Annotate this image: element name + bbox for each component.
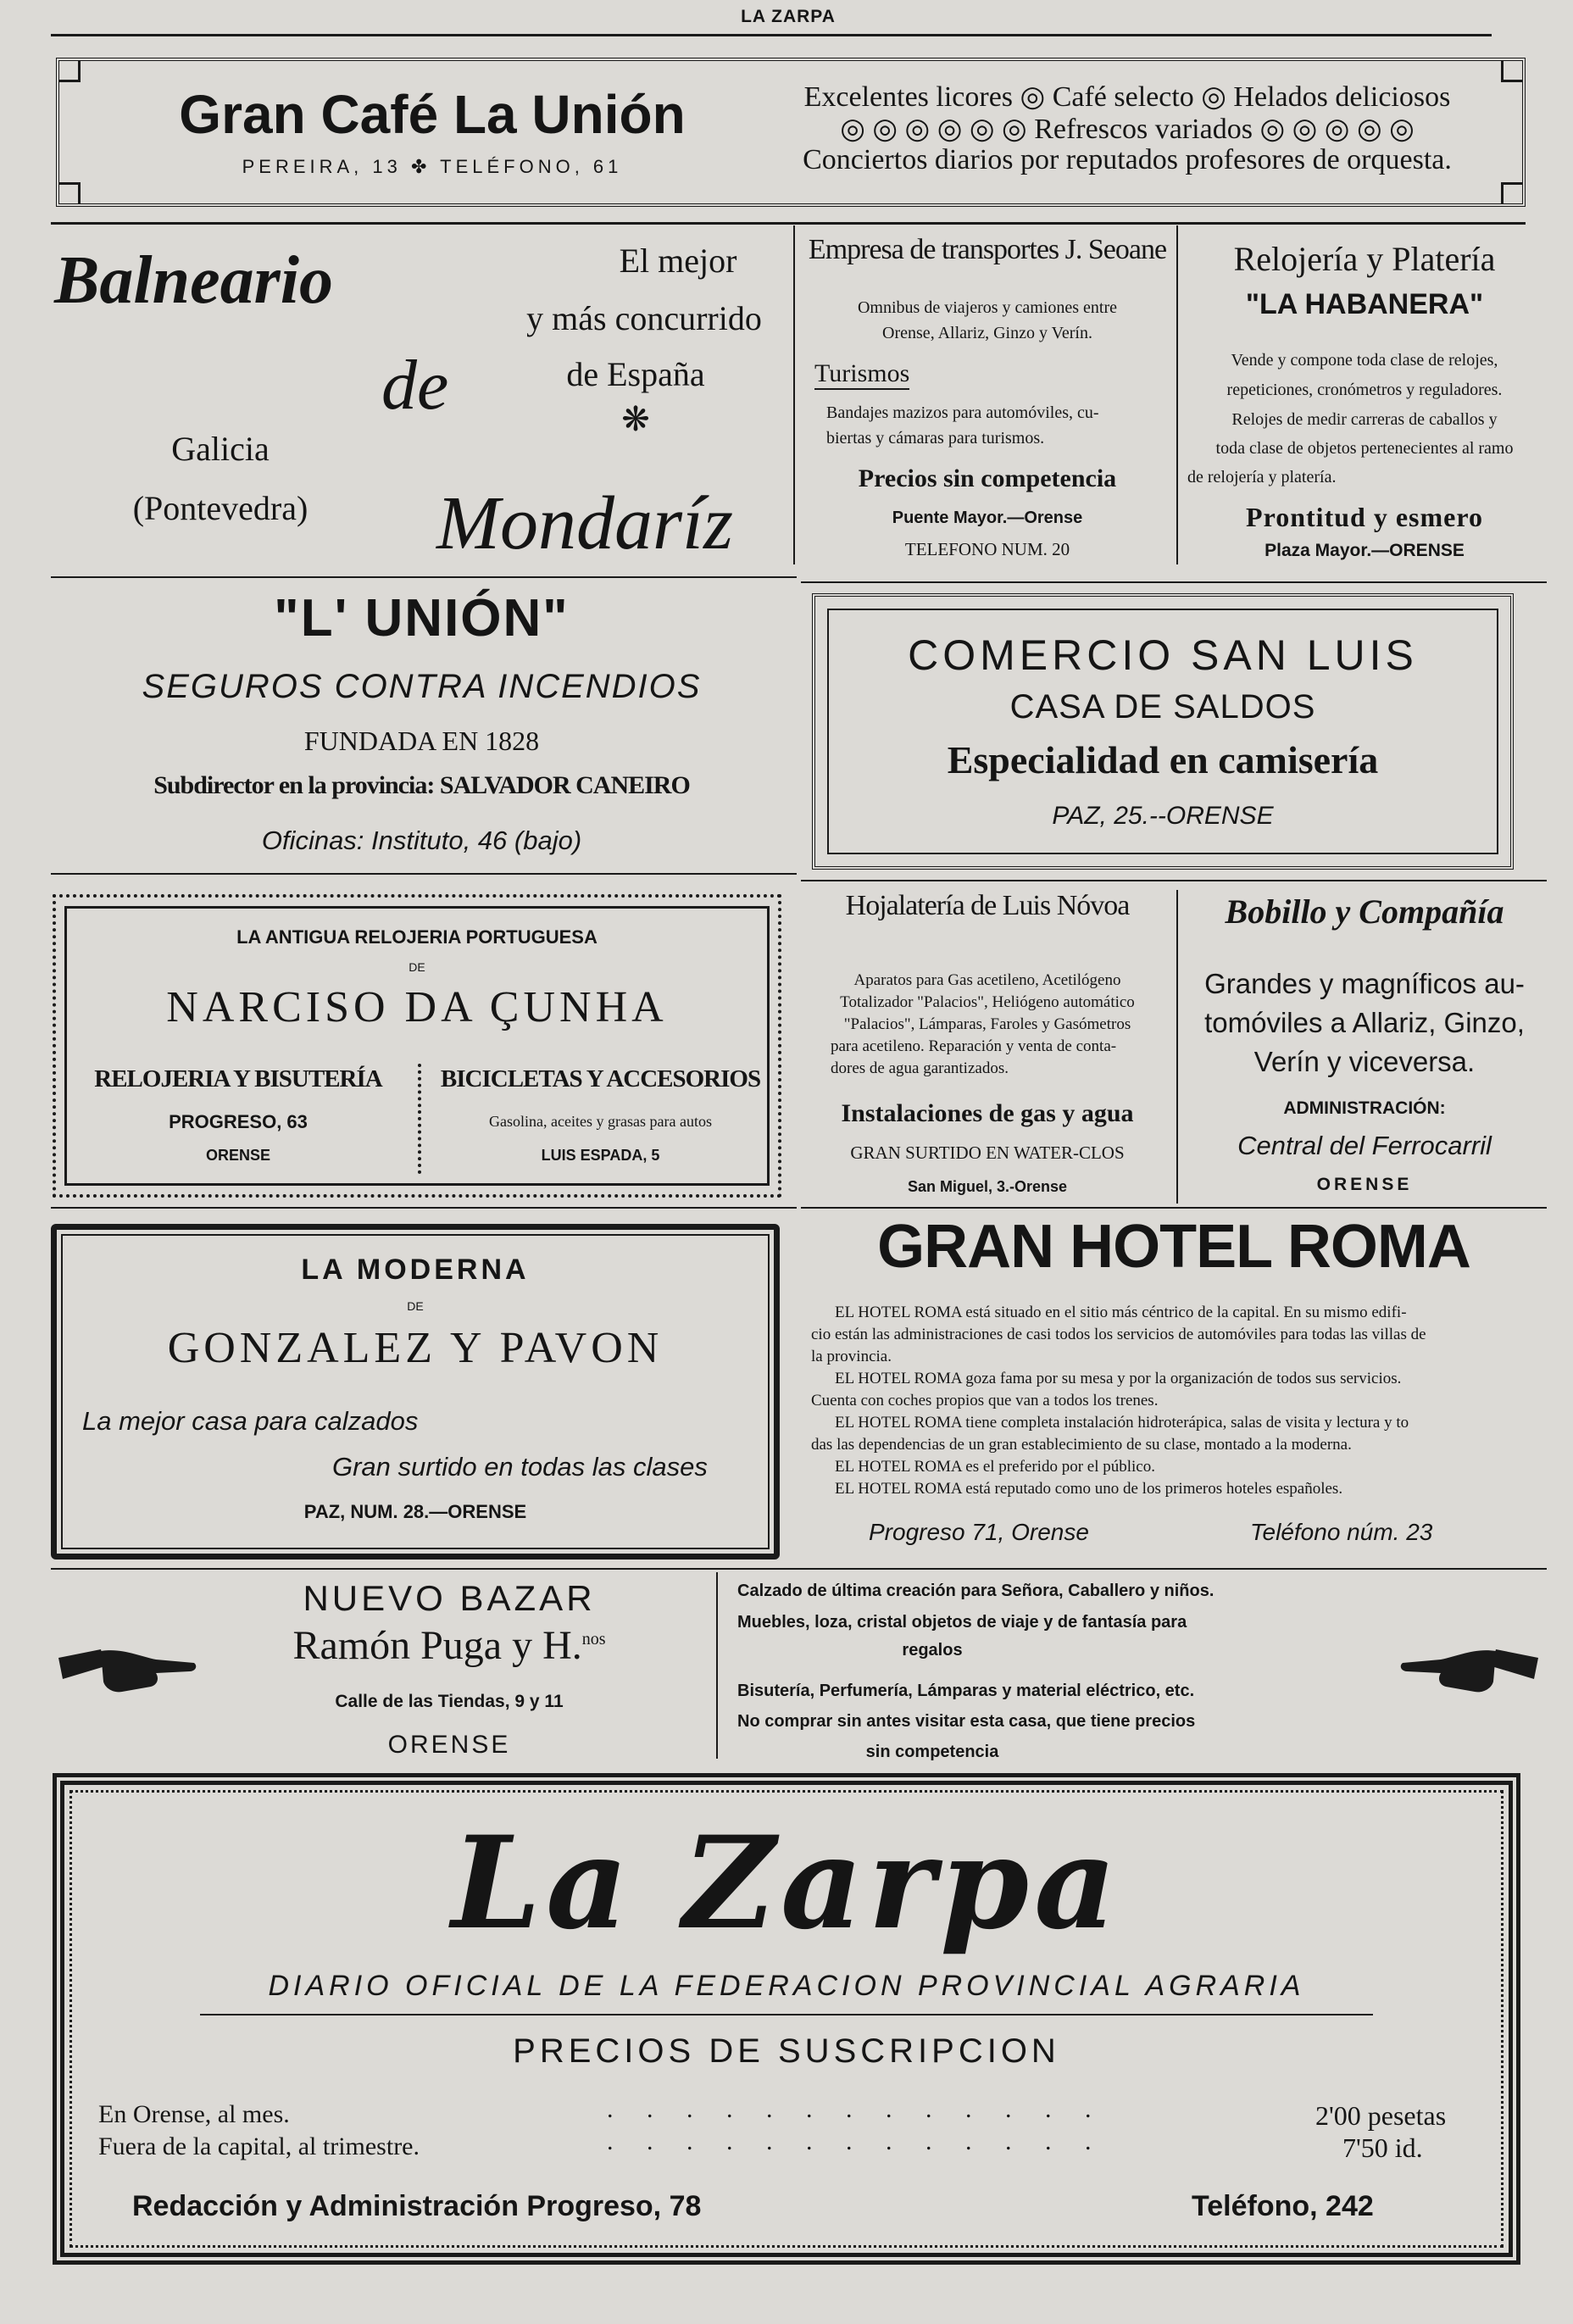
balneario-region: Galicia (171, 430, 270, 468)
habanera-text-4: toda clase de objetos pertenecientes al ramo (1215, 439, 1514, 458)
top-rule (51, 34, 1492, 36)
column-rule (793, 225, 795, 564)
balneario-province: (Pontevedra) (132, 489, 308, 527)
bobillo-admin: ADMINISTRACIÓN: (1283, 1098, 1446, 1118)
cafe-ad (56, 58, 1526, 207)
novoa-text-1: Aparatos para Gas acetileno, Acetilógeno (853, 971, 1121, 989)
novoa-text-4: para acetileno. Reparación y venta de conta- (831, 1037, 1117, 1055)
bazar-city: ORENSE (387, 1731, 511, 1759)
habanera-text-5: de relojería y platería. (1187, 468, 1337, 486)
lunion-title: "L' UNIÓN" (274, 589, 570, 648)
moderna-ad (51, 1224, 780, 1560)
novoa-text-5: dores de agua garantizados. (831, 1059, 1009, 1077)
seoane-sub: Turismos (814, 359, 909, 390)
novoa-text-3: "Palacios", Lámparas, Faroles y Gasómetros (843, 1015, 1131, 1033)
zarpa-row-1-price: 2'00 pesetas (1315, 2100, 1447, 2131)
zarpa-title: La Zarpa (451, 1809, 1122, 1958)
section-rule (801, 1207, 1547, 1209)
section-rule (801, 581, 1547, 583)
habanera-title: Relojería y Platería (1233, 240, 1496, 278)
cunha-right-sub: Gasolina, aceites y grasas para autos (489, 1113, 712, 1130)
zarpa-redaccion: Redacción y Administración Progreso, 78 (132, 2190, 702, 2222)
novoa-address: San Miguel, 3.-Orense (907, 1178, 1068, 1195)
bazar-row-6: sin competencia (865, 1743, 999, 1761)
corner-ornament (59, 182, 81, 203)
sanluis-title: COMERCIO SAN LUIS (908, 631, 1418, 679)
pointing-hand-right-icon (54, 1641, 198, 1709)
cunha-right-address: LUIS ESPADA, 5 (541, 1147, 660, 1164)
zarpa-rule (200, 2014, 1373, 2015)
ornament-icon: ❋ (621, 400, 650, 438)
habanera-text-3: Relojes de medir carreras de caballos y (1231, 410, 1498, 429)
cunha-left-city: ORENSE (205, 1147, 271, 1164)
bazar-row-4: Bisutería, Perfumería, Lámparas y material eléctrico, etc. (737, 1682, 1195, 1700)
cunha-left-address: PROGRESO, 63 (169, 1111, 308, 1132)
lunion-office: Oficinas: Instituto, 46 (bajo) (261, 826, 582, 855)
bazar-title: NUEVO BAZAR (303, 1578, 596, 1618)
balneario-tag-2: y más concurrido (526, 299, 762, 337)
roma-p2b: Cuenta con coches propios que van a todos los trenes. (811, 1392, 1159, 1409)
roma-p3: EL HOTEL ROMA tiene completa instalación hidroterápica, salas de visita y lectura y to (835, 1414, 1409, 1432)
sanluis-address: PAZ, 25.--ORENSE (1052, 802, 1274, 830)
corner-ornament (1501, 182, 1522, 203)
zarpa-row-2-label: Fuera de la capital, al trimestre. (98, 2132, 420, 2160)
zarpa-prices-title: PRECIOS DE SUSCRIPCION (513, 2032, 1060, 2070)
balneario-de: de (381, 346, 449, 425)
moderna-line-2: Gran surtido en todas las clases (332, 1452, 708, 1482)
column-rule (1176, 890, 1178, 1204)
moderna-line-1: La mejor casa para calzados (82, 1406, 419, 1436)
lunion-ad (51, 580, 792, 872)
bazar-row-5: No comprar sin antes visitar esta casa, que tiene precios (737, 1712, 1196, 1731)
roma-p5: EL HOTEL ROMA está reputado como uno de los primeros hoteles españoles. (835, 1480, 1343, 1498)
bazar-row-1: Calzado de última creación para Señora, Caballero y niños. (737, 1582, 1214, 1600)
seoane-title: Empresa de transportes J. Seoane (808, 234, 1167, 265)
cunha-right-title: BICICLETAS Y ACCESORIOS (440, 1065, 761, 1093)
balneario-ad (51, 225, 797, 577)
cunha-ad (53, 894, 781, 1198)
corner-ornament (59, 61, 81, 82)
zarpa-phone: Teléfono, 242 (1192, 2190, 1374, 2222)
zarpa-row-1-label: En Orense, al mes. (98, 2100, 290, 2128)
balneario-name: Mondaríz (436, 481, 734, 565)
seoane-desc-2: Orense, Allariz, Ginzo y Verín. (882, 324, 1092, 342)
seoane-desc-1: Omnibus de viajeros y camiones entre (857, 298, 1118, 317)
column-divider (418, 1064, 421, 1174)
seoane-phone: TELEFONO NUM. 20 (904, 539, 1070, 559)
sanluis-ad (812, 593, 1514, 870)
bobillo-central: Central del Ferrocarril (1237, 1131, 1492, 1160)
seoane-ad (801, 225, 1174, 573)
cafe-name: Gran Café La Unión (179, 84, 686, 145)
section-rule (51, 1207, 797, 1209)
zarpa-row-2-price: 7'50 id. (1342, 2132, 1423, 2163)
pointing-hand-left-icon (1398, 1641, 1542, 1709)
section-rule (51, 576, 797, 578)
bazar-street: Calle de las Tiendas, 9 y 11 (335, 1692, 564, 1711)
bazar-name-line (212, 1622, 686, 1669)
column-rule (1176, 225, 1178, 564)
cunha-left-title: RELOJERIA Y BISUTERÍA (94, 1065, 382, 1093)
cafe-line-3: Conciertos diarios por reputados profesores de orquesta. (803, 144, 1452, 175)
zarpa-row-2-dots: . . . . . . . . . . . . . (607, 2127, 1105, 2155)
seoane-desc-3: Bandajes mazizos para automóviles, cu- (826, 403, 1099, 422)
habanera-address: Plaza Mayor.—ORENSE (1265, 541, 1465, 560)
lunion-founded: FUNDADA EN 1828 (303, 726, 540, 756)
cunha-name: NARCISO DA ÇUNHA (166, 983, 668, 1031)
novoa-ad (801, 883, 1174, 1205)
cafe-address: PEREIRA, 13 ✤ TELÉFONO, 61 (242, 156, 623, 177)
bobillo-city: ORENSE (1316, 1175, 1413, 1194)
roma-p3b: das las dependencias de un gran establecimiento de su clase, montado a la moderna. (811, 1436, 1352, 1454)
novoa-title: Hojalatería de Luis Nóvoa (845, 890, 1130, 921)
sanluis-specialty: Especialidad en camisería (947, 738, 1379, 781)
bobillo-text-3: Verín y viceversa. (1253, 1046, 1476, 1077)
seoane-address: Puente Mayor.—Orense (892, 509, 1083, 527)
roma-p2: EL HOTEL ROMA goza fama por su mesa y por la organización de todos sus servicios. (835, 1370, 1402, 1387)
habanera-text-1: Vende y compone toda clase de relojes, (1231, 351, 1498, 370)
roma-p1b: cio están las administraciones de casi todos los servicios de automóviles para todas las villas de (811, 1326, 1426, 1343)
bazar-row-2: Muebles, loza, cristal objetos de viaje y de fantasía para (737, 1613, 1187, 1632)
roma-p1c: la provincia. (811, 1348, 892, 1365)
seoane-prices: Precios sin competencia (858, 464, 1117, 492)
running-head: LA ZARPA (741, 7, 836, 26)
novoa-surtido: GRAN SURTIDO EN WATER-CLOS (850, 1143, 1125, 1163)
cafe-line-1: Excelentes licores ◎ Café selecto ◎ Helados deliciosos (803, 81, 1451, 113)
habanera-motto: Prontitud y esmero (1246, 502, 1483, 532)
bobillo-ad (1182, 883, 1547, 1205)
bazar-ad (51, 1573, 1547, 1768)
habanera-name: "LA HABANERA" (1245, 288, 1484, 320)
habanera-ad (1182, 225, 1547, 573)
seoane-desc-4: biertas y cámaras para turismos. (826, 429, 1045, 448)
zarpa-sub: DIARIO OFICIAL DE LA FEDERACION PROVINCIAL AGRARIA (268, 1970, 1305, 2002)
section-rule (801, 880, 1547, 881)
bobillo-text-1: Grandes y magníficos au- (1204, 968, 1525, 999)
roma-p1: EL HOTEL ROMA está situado en el sitio más céntrico de la capital. En su mismo edifi- (835, 1304, 1407, 1321)
bazar-row-3: regalos (902, 1641, 963, 1660)
roma-phone: Teléfono núm. 23 (1250, 1519, 1433, 1545)
bazar-name: Ramón Puga y H. (292, 1623, 582, 1668)
roma-title: GRAN HOTEL ROMA (877, 1213, 1470, 1281)
section-rule (51, 222, 1526, 225)
novoa-text-2: Totalizador "Palacios", Heliógeno automático (840, 993, 1135, 1011)
cafe-line-2: ◎ ◎ ◎ ◎ ◎ ◎ Refrescos variados ◎ ◎ ◎ ◎ ◎ (840, 114, 1415, 145)
balneario-tag-3: de España (566, 355, 705, 393)
roma-ad (801, 1212, 1547, 1568)
sanluis-sub: CASA DE SALDOS (1009, 688, 1316, 726)
bobillo-text-2: tomóviles a Allariz, Ginzo, (1204, 1007, 1525, 1038)
zarpa-row-1-dots: . . . . . . . . . . . . . (607, 2095, 1105, 2123)
habanera-text-2: repeticiones, cronómetros y reguladores. (1226, 381, 1503, 399)
cunha-top: LA ANTIGUA RELOJERIA PORTUGUESA (236, 926, 598, 948)
lunion-sub: SEGUROS CONTRA INCENDIOS (142, 668, 702, 705)
balneario-title: Balneario (54, 243, 333, 318)
moderna-name: GONZALEZ Y PAVON (167, 1324, 664, 1372)
novoa-install: Instalaciones de gas y agua (841, 1099, 1134, 1127)
bazar-sup: nos (581, 1630, 606, 1648)
cunha-de: DE (409, 960, 425, 974)
section-rule (51, 873, 797, 875)
lunion-director: Subdirector en la provincia: SALVADOR CANEIRO (153, 771, 690, 799)
roma-p4: EL HOTEL ROMA es el preferido por el público. (835, 1458, 1155, 1476)
bobillo-title: Bobillo y Compañía (1225, 892, 1504, 931)
section-rule (51, 1568, 1547, 1570)
moderna-title: LA MODERNA (301, 1254, 530, 1286)
zarpa-ad (53, 1773, 1520, 2265)
moderna-address: PAZ, NUM. 28.—ORENSE (303, 1501, 527, 1522)
moderna-de: DE (407, 1299, 424, 1313)
roma-address: Progreso 71, Orense (869, 1519, 1089, 1545)
balneario-tag-1: El mejor (619, 242, 737, 280)
